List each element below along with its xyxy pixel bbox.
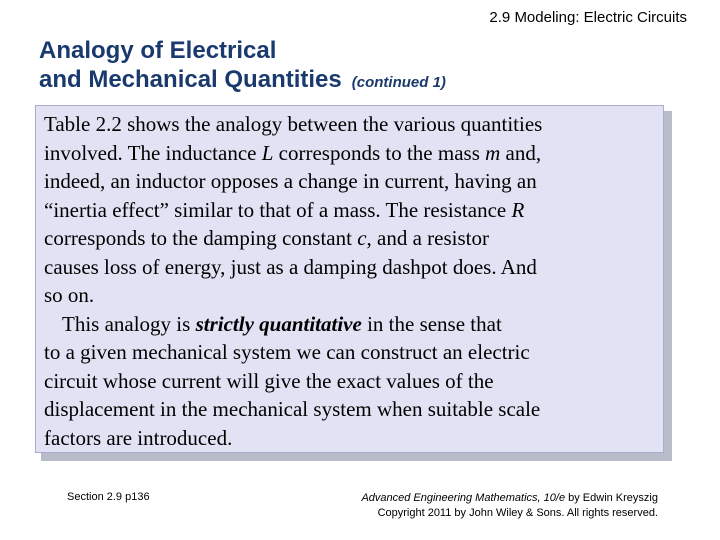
book-author: by Edwin Kreyszig	[565, 492, 658, 504]
body-text	[44, 110, 663, 452]
text-run: indeed, an inductor opposes a change in current, having an	[44, 169, 537, 193]
footer-book-line	[361, 491, 658, 506]
text-run: “inertia effect” similar to that of a mass. The resistance	[44, 197, 512, 222]
variable-L: L	[261, 140, 274, 165]
emphasized-text: strictly quantitative	[195, 311, 362, 336]
title-line-1: Analogy of Electrical	[39, 37, 277, 64]
footer-citation	[361, 491, 658, 521]
variable-R: R	[511, 197, 525, 222]
body-line	[44, 224, 663, 253]
text-run: , and a resistor	[366, 226, 489, 250]
footer-section-ref: Section 2.9 p136	[67, 491, 150, 503]
text-run: Table 2.2 shows the analogy between the various quantities	[44, 112, 543, 136]
book-title: Advanced Engineering Mathematics, 10/e	[361, 492, 566, 504]
text-run: circuit whose current will give the exact values of the	[44, 368, 494, 393]
section-header: 2.9 Modeling: Electric Circuits	[489, 9, 687, 26]
content-box	[35, 105, 664, 453]
text-run: corresponds to the mass	[273, 140, 486, 165]
text-run: and,	[500, 140, 542, 165]
body-line	[44, 281, 663, 310]
body-line	[44, 139, 663, 168]
title-line-2	[39, 65, 446, 97]
body-line	[44, 253, 663, 282]
slide-title	[39, 36, 446, 97]
body-line	[44, 395, 663, 424]
body-line	[44, 196, 663, 225]
text-run: corresponds to the damping constant	[44, 226, 358, 250]
text-run: in the sense that	[361, 311, 502, 336]
body-line	[44, 167, 663, 196]
text-run: to a given mechanical system we can construct an electric	[44, 340, 530, 364]
text-run: factors are introduced.	[44, 425, 233, 450]
text-run: causes loss of energy, just as a damping dashpot does. And	[44, 254, 537, 279]
variable-m: m	[485, 140, 501, 165]
body-line	[44, 367, 663, 396]
variable-c: c	[357, 226, 367, 250]
text-run: so on.	[44, 283, 95, 307]
body-line	[44, 310, 663, 339]
title-line-2-text: and Mechanical Quantities	[39, 66, 342, 93]
body-line	[44, 424, 663, 453]
text-run: involved. The inductance	[44, 140, 262, 165]
body-line	[44, 110, 663, 139]
footer-copyright: Copyright 2011 by John Wiley & Sons. All rights reserved.	[377, 507, 658, 519]
text-run: This analogy is	[62, 311, 196, 336]
text-run: displacement in the mechanical system when suitable scale	[44, 397, 541, 421]
body-line	[44, 338, 663, 367]
title-suffix: (continued 1)	[351, 74, 446, 91]
